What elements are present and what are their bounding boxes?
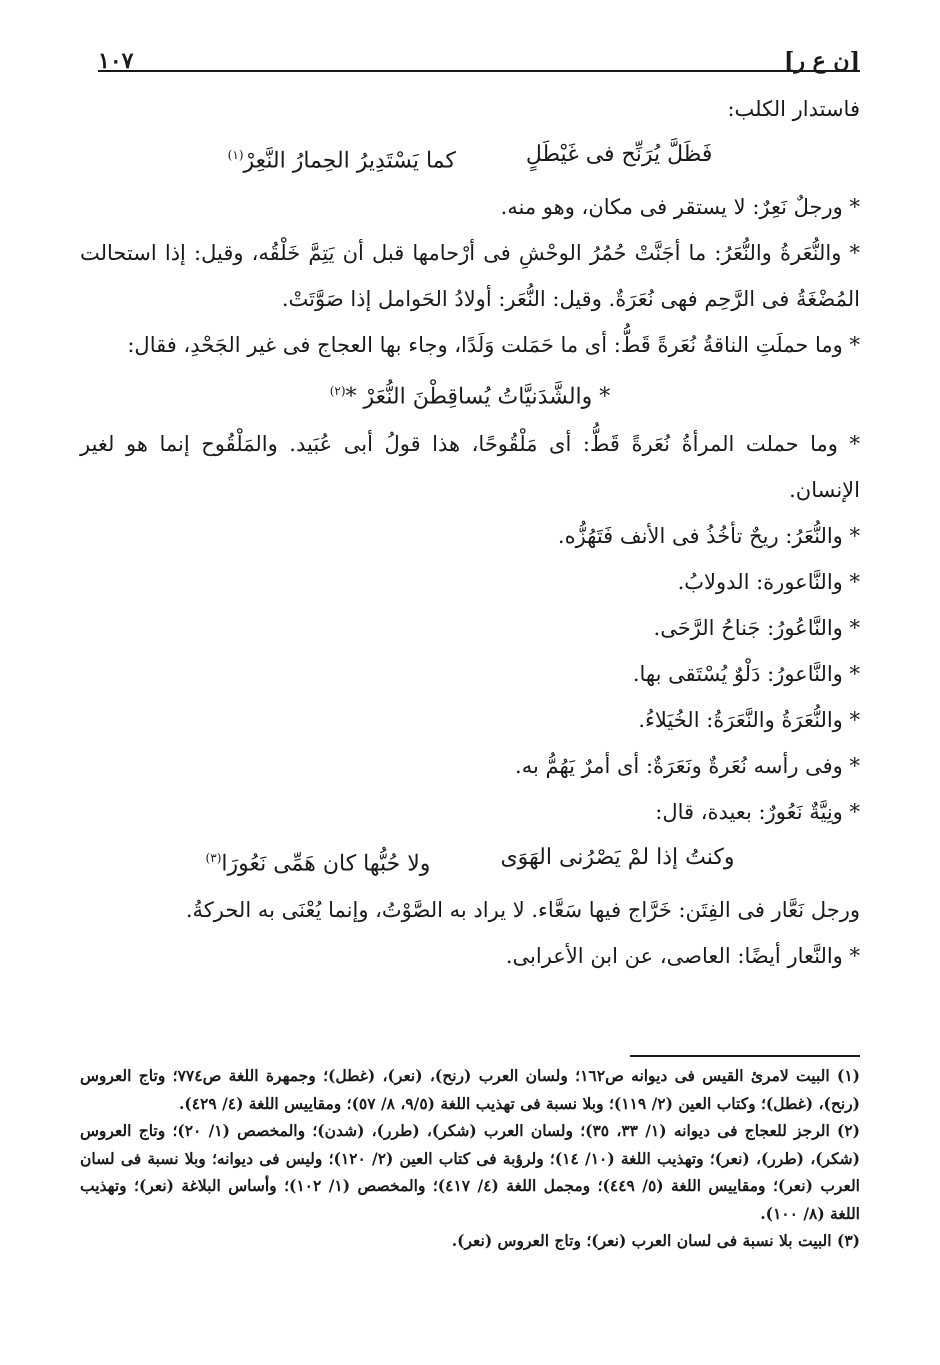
page-number: ١٠٧ (98, 48, 134, 74)
verse-1-second-hemistich (228, 132, 456, 184)
entry-paragraph: ورجل نَعَّار فى الفِتَن: خَرَّاج فيها سَعَّاء. لا يراد به الصَّوْتُ، وإنما يُعْنَى به الحركةُ. (185, 897, 860, 922)
entry-paragraph: * والنَّاعورُ: دَلْوٌ يُسْتَقى بها. (632, 661, 860, 686)
footnote-rule (630, 1055, 860, 1057)
verse-2-text: * والشَّدَنيَّاتُ يُساقِطْنَ النُّعَرْ * (345, 384, 611, 410)
entry-paragraph: * والنَّاعُورُ: جَناحُ الرَّحَى. (653, 615, 860, 640)
entry-paragraph: * وما حملت المرأةُ نُعَرةً قَطُّ: أى مَلْقُوحًا، هذا قولُ أبى عُبَيد. والمَلْقُوح إنما هو لغير الإنسان. (80, 431, 860, 502)
verse-2 (80, 368, 860, 420)
verse-3 (80, 835, 860, 887)
footnote-ref-3[interactable]: (٣) (205, 850, 222, 865)
entry-body (80, 86, 860, 979)
entry-paragraph: * والنُّعَرَةُ والنَّعَرَةُ: الخُيَلاءُ. (638, 707, 860, 732)
verse-1-first-hemistich: فَظَلَّ يُرَنِّح فى غَيْطَلٍ (525, 142, 713, 167)
footnote-ref-1[interactable]: (١) (227, 148, 244, 162)
entry-paragraph: * والنَّاعورة: الدولابُ. (677, 569, 860, 594)
entry-paragraph: * ورجلٌ نَعِرٌ: لا يستقر فى مكان، وهو منه. (500, 195, 860, 220)
entry-paragraph: * وما حملَتِ الناقةُ نُعَرةً قَطُّ: أى ما حَمَلت وَلَدًا، وجاء بها العجاج فى غير الجَحْدِ، فقال: (127, 333, 860, 358)
verse-3-second-hemistich (206, 835, 431, 887)
footnote-3: (٣) البيت بلا نسبة فى لسان العرب (نعر)؛ وتاج العروس (نعر). (451, 1231, 860, 1250)
verse-1 (80, 132, 860, 184)
entry-paragraph: * وفى رأسه نُعَرةٌ ونَعَرَةٌ: أى أمرٌ يَهُمُّ به. (515, 753, 860, 778)
root-heading: [ن ع ر] (783, 48, 860, 74)
verse-1-second-text: كما يَسْتَدِيرُ الحِمارُ النَّعِرْ (243, 148, 456, 174)
page-header (98, 34, 860, 74)
verse-3-first-hemistich: وكنتُ إذا لمْ يَصْرُنى الهَوَى (500, 844, 735, 870)
footnote-2: (٢) الرجز للعجاج فى ديوانه (١/ ٣٣، ٣٥)؛ ولسان العرب (شكر)، (طرر)، (شدن)؛ والمخصص (١/ ٢٠)؛ وتاج العروس (شكر)، (طرر)، (نعر)؛ وتهذيب اللغة (١٠/ ١٤)؛ ولرؤبة فى كتاب العين (٢/ ١٢٠)؛ وليس فى ديوانه؛ وبلا نسبة فى لسان العرب (نعر)؛ ومقاييس اللغة (٥/ ٤٤٩)؛ ومجمل اللغة (٤/ ٤١٧)؛ والمخصص (١/ ١٠٢)؛ وأساس البلاغة (نعر)؛ وتهذيب اللغة (٨/ ١٠٠). (80, 1121, 861, 1223)
header-rule (98, 70, 860, 72)
entry-paragraph: * ونِيَّةٌ نَعُورٌ: بعيدة، قال: (655, 799, 860, 824)
verse-2-line (330, 368, 611, 420)
entry-paragraph: * والنَّعار أيضًا: العاصى، عن ابن الأعرابى. (505, 943, 860, 968)
entry-paragraph: * والنُّعَرُ: ريحٌ تأخُذُ فى الأنف فَتَهُزُّه. (557, 523, 860, 548)
footnotes (80, 1062, 860, 1255)
entry-paragraph: * والنُّعَرةُ والنُّعَرُ: ما أجَنَّتْ حُمُرُ الوحْشِ فى أرْحامها قبل أن يَتِمَّ خَلْقُه، وقيل: إذا استحالت المُضْغَةُ فى الرَّحِم فهى نُعَرَةٌ. وقيل: النُّعَر: أولادُ الحَوامل إذا صَوَّتَتْ. (80, 241, 861, 312)
footnote-1: (١) البيت لامرئ القيس فى ديوانه ص١٦٢؛ ولسان العرب (رنح)، (نعر)، (غطل)؛ وجمهرة اللغة ص٧٧٤؛ وتاج العروس (رنح)، (غطل)؛ وكتاب العين (٢/ ١١٩)؛ وبلا نسبة فى تهذيب اللغة (٩/٥، ٨/ ٥٧)؛ ومقاييس اللغة (٤/ ٤٢٩). (80, 1066, 860, 1113)
intro-line: فاستدار الكلب: (727, 97, 860, 121)
verse-3-second-text: ولا حُبُّها كان هَمِّى نَعُورَا (221, 850, 431, 876)
footnote-ref-2[interactable]: (٢) (329, 384, 346, 399)
